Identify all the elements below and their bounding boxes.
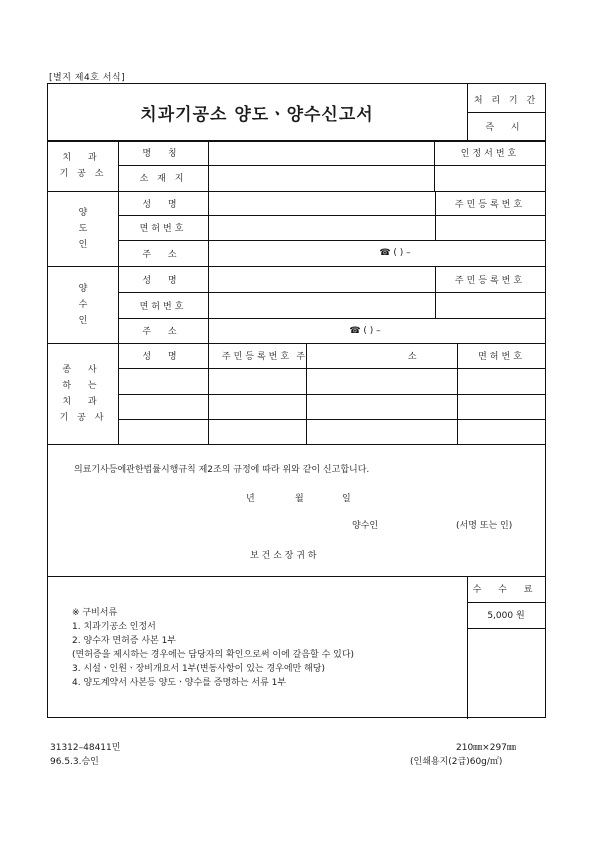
lab-name-field[interactable] bbox=[208, 140, 434, 164]
date-day-label: 일 bbox=[342, 494, 351, 504]
transferor-license-label: 면허번호 bbox=[139, 224, 187, 234]
transferor-group-label: 양 도 인 bbox=[78, 207, 88, 250]
transferee-rrn-label: 주민등록번호 bbox=[454, 275, 526, 286]
staff-header-name: 성 명 bbox=[142, 351, 184, 362]
transferor-name-label: 성 명 bbox=[142, 199, 184, 210]
transferor-license-field[interactable] bbox=[208, 215, 434, 240]
form-number-label: [별지 제4호 서식] bbox=[49, 73, 126, 83]
transferor-phone: ☎ ( ) – bbox=[379, 248, 411, 258]
fee-value: 5,000 원 bbox=[487, 611, 525, 621]
form-code: 31312–48411민 bbox=[50, 743, 121, 753]
transferee-phone: ☎ ( ) – bbox=[349, 325, 381, 336]
transferee-license-label: 면허번호 bbox=[139, 301, 187, 312]
date-year-label: 년 bbox=[246, 494, 255, 504]
required-documents bbox=[72, 606, 354, 690]
staff-group-label: 종 사 하 는 치 과 기 공 사 bbox=[59, 364, 107, 423]
transferee-license-field[interactable] bbox=[208, 292, 434, 318]
transferee-rrn-field[interactable] bbox=[434, 292, 546, 318]
transferee-address-label: 주 소 bbox=[142, 327, 184, 337]
transferor-rrn-label: 주민등록번호 bbox=[454, 199, 526, 210]
transferor-name-field[interactable] bbox=[208, 191, 434, 215]
transferor-rrn-field[interactable] bbox=[434, 215, 546, 240]
lab-cert-number-label: 인정서번호 bbox=[460, 148, 520, 159]
applicant-label: 양수인 bbox=[352, 521, 379, 531]
transferee-group-label: 양 수 인 bbox=[78, 283, 88, 326]
lab-address-label: 소 재 지 bbox=[139, 174, 187, 184]
processing-period-label: 처 리 기 간 bbox=[473, 95, 539, 106]
declaration-text: 의료기사등에관한법률시행규칙 제2조의 규정에 따라 위와 같이 신고합니다. bbox=[74, 465, 370, 475]
paper-spec: (인쇄용지(2급)60g/㎡) bbox=[410, 757, 503, 767]
lab-name-label: 명 칭 bbox=[142, 148, 184, 159]
document-item: 1. 치과기공소 인정서 bbox=[72, 622, 156, 632]
document-item: 3. 시설ㆍ인원ㆍ장비개요서 1부(변동사항이 있는 경우에만 해당) bbox=[72, 664, 325, 674]
form-title: 치과기공소 양도ㆍ양수신고서 bbox=[140, 104, 374, 125]
transferor-address-label: 주 소 bbox=[142, 249, 184, 260]
staff-header-rrn: 주민등록번호 bbox=[221, 351, 293, 362]
lab-address-field[interactable] bbox=[208, 165, 434, 190]
document-item: 2. 양수자 면허증 사본 1부 bbox=[72, 636, 177, 646]
paper-size: 210㎜×297㎜ bbox=[456, 743, 516, 753]
fee-label: 수 수 료 bbox=[472, 585, 540, 595]
signature-label: (서명 또는 인) bbox=[456, 521, 513, 531]
document-item: (면허증을 제시하는 경우에는 담당자의 확인으로써 이에 갈음할 수 있다) bbox=[72, 650, 355, 660]
lab-group-label: 치 과 기 공 소 bbox=[59, 152, 107, 179]
document-item: 4. 양도계약서 사본등 양도ㆍ양수를 증명하는 서류 1부 bbox=[72, 678, 287, 688]
staff-header-address: 주 소 bbox=[296, 351, 467, 362]
date-month-label: 월 bbox=[295, 494, 304, 504]
documents-heading: ※ 구비서류 bbox=[72, 608, 118, 618]
transferee-name-label: 성 명 bbox=[142, 275, 184, 286]
processing-period-value: 즉 시 bbox=[485, 122, 527, 133]
transferee-name-field[interactable] bbox=[208, 266, 434, 292]
addressee-label: 보 건 소 장 귀 하 bbox=[250, 551, 317, 561]
staff-header-license: 면허번호 bbox=[478, 351, 525, 362]
approval-date: 96.5.3.승인 bbox=[50, 757, 99, 767]
lab-cert-number-field[interactable] bbox=[434, 165, 546, 190]
